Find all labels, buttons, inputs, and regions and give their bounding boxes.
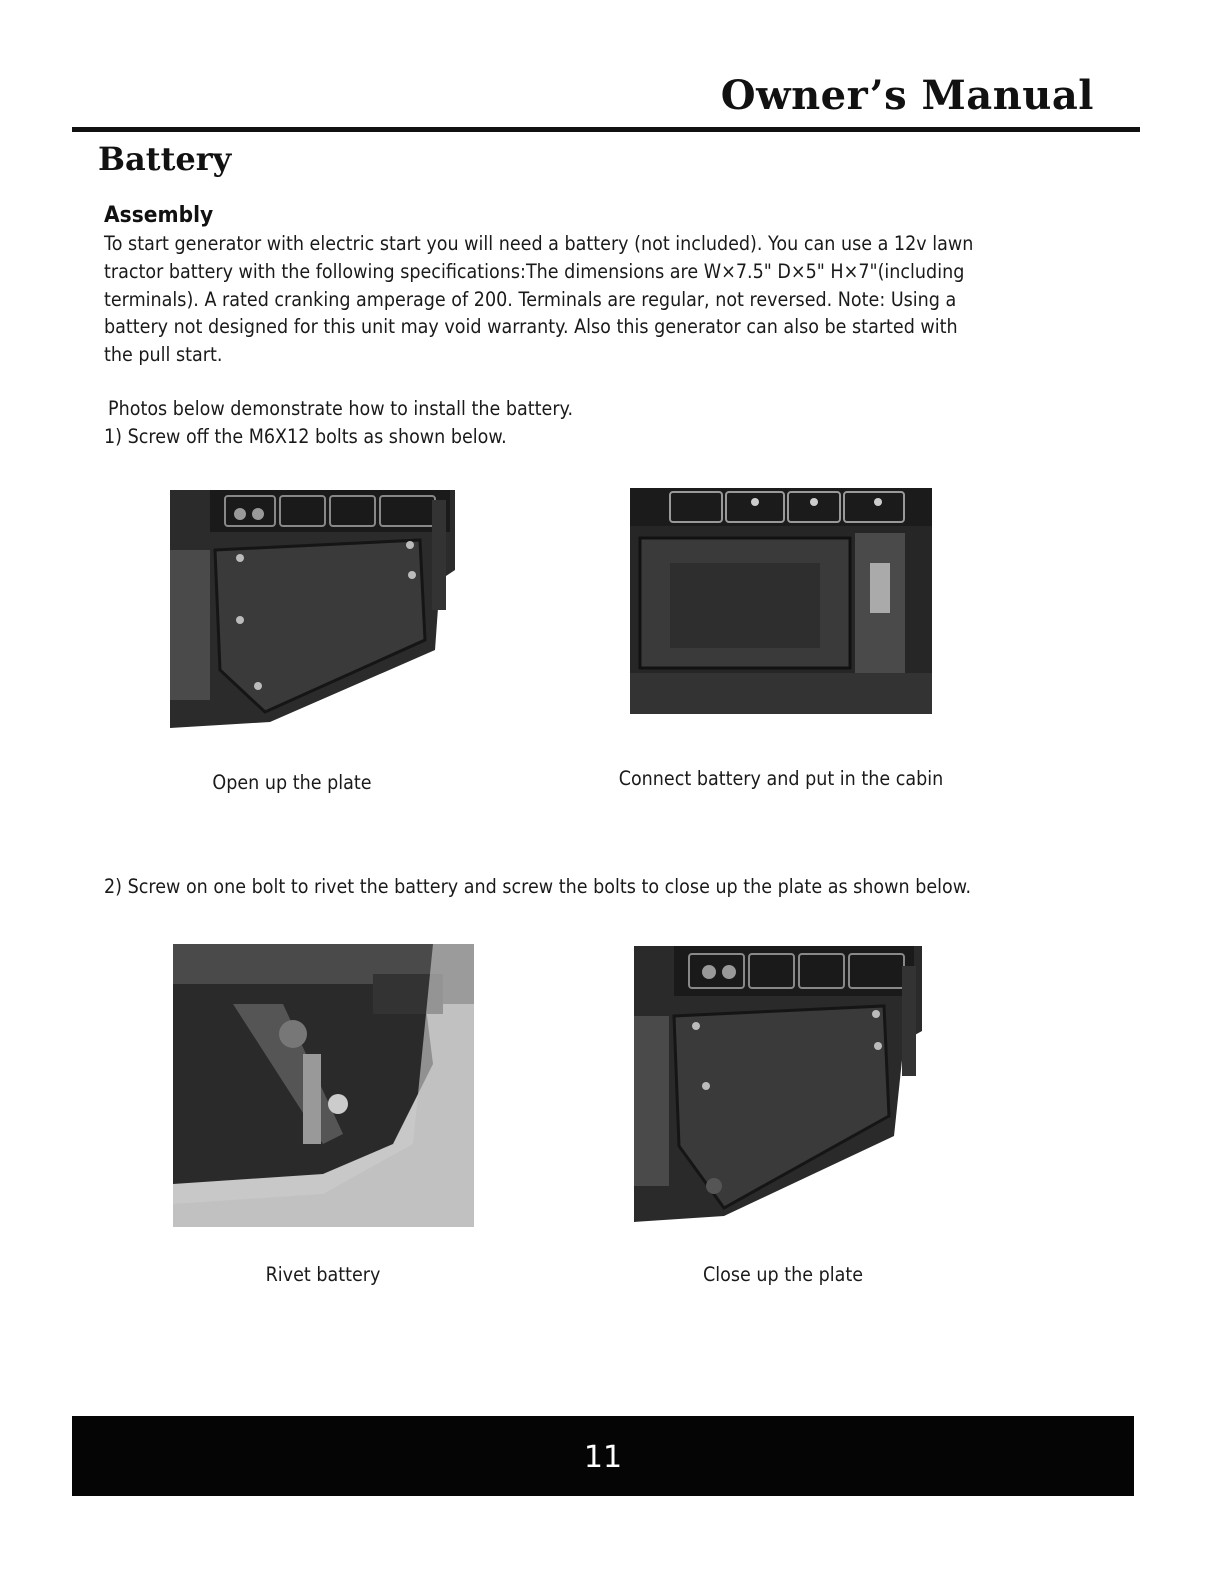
- caption-open-plate: Open up the plate: [212, 771, 372, 794]
- caption-connect-battery: Connect battery and put in the cabin: [618, 767, 944, 790]
- header-title: Owner’s Manual: [720, 72, 1094, 119]
- page-number: 11: [583, 1440, 623, 1475]
- step-2-line: 2) Screw on one bolt to rivet the battery and screw the bolts to close up the plate as shown below.: [104, 875, 972, 898]
- photo-connect-battery: [630, 488, 932, 714]
- subheading-assembly: Assembly: [104, 203, 214, 228]
- paragraph-line-1: To start generator with electric start you will need a battery (not included). You can use a 12v lawn: [104, 232, 974, 255]
- caption-rivet-battery: Rivet battery: [265, 1263, 381, 1286]
- paragraph-line-3: terminals). A rated cranking amperage of 200. Terminals are regular, not reversed. Note: Using a: [104, 288, 957, 311]
- photo-open-plate: [170, 490, 455, 728]
- paragraph-line-2: tractor battery with the following specifications:The dimensions are W×7.5" D×5" H×7"(including: [104, 260, 965, 283]
- photo-close-plate: [634, 946, 922, 1222]
- footer-bar: [72, 1416, 1134, 1496]
- section-title: Battery: [98, 140, 232, 178]
- paragraph-line-5: the pull start.: [104, 343, 223, 366]
- paragraph-line-4: battery not designed for this unit may void warranty. Also this generator can also be started with: [104, 315, 958, 338]
- caption-close-plate: Close up the plate: [702, 1263, 864, 1286]
- header-rule: [72, 127, 1140, 132]
- photo-rivet-battery: [173, 944, 474, 1227]
- intro-line: Photos below demonstrate how to install the battery.: [108, 397, 574, 420]
- step-1-line: 1) Screw off the M6X12 bolts as shown below.: [104, 425, 507, 448]
